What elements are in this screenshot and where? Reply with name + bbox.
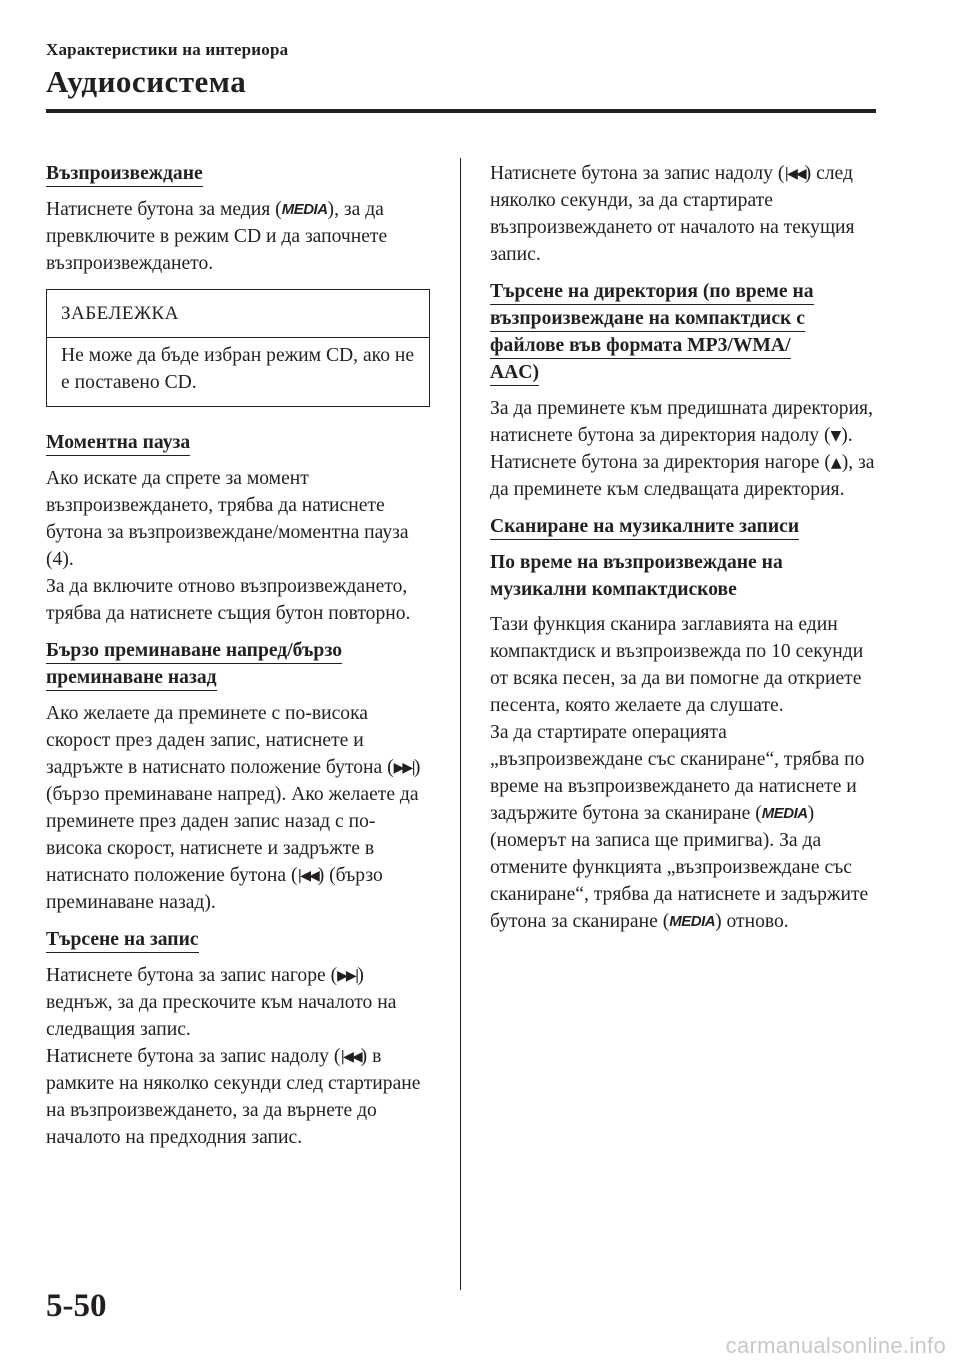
heading-fast-forward-rewind: Бързо преминаване напред/бързо преминаване назад <box>46 637 342 692</box>
media-icon: MEDIA <box>669 913 716 930</box>
heading-track-search: Търсене на запис <box>46 926 199 954</box>
paragraph-scan-1: Тази функция сканира заглавията на един компактдиск и възпроизвежда по 10 секунди от всяка песен, за да ви помогне да откриете песента, която желаете да слушате. <box>490 614 864 716</box>
paragraph-track-search-3: Натиснете бутона за запис надолу (|◀◀) след няколко секунди, за да стартирате възпроизвеждането от началото на текущия запис. <box>490 163 855 265</box>
media-icon: MEDIA <box>761 805 808 822</box>
note-title: ЗАБЕЛЕЖКА <box>47 290 429 338</box>
page-number: 5-50 <box>46 1288 107 1324</box>
paragraph-pause-2: За да включите отново възпроизвеждането, трябва да натиснете същия бутон повторно. <box>46 576 411 624</box>
skip-back-icon: |◀◀ <box>340 1049 361 1065</box>
column-divider <box>460 158 461 1290</box>
paragraph-track-search-2: Натиснете бутона за запис надолу (|◀◀) в рамките на няколко секунди след стартиране на възпроизвеждането, за да върнете до началото на предходния запис. <box>46 1046 421 1148</box>
down-arrow-icon: ▼ <box>830 428 842 444</box>
paragraph-folder-search: За да преминете към предишната директория, натиснете бутона за директория надолу (▼). Натиснете бутона за директория нагоре (▲), за да преминете към следващата директория. <box>490 398 875 500</box>
subheading-scan: По време на възпроизвеждане на музикални компактдискове <box>490 552 783 600</box>
header-rule <box>46 109 876 113</box>
page-header <box>46 40 876 100</box>
skip-forward-icon: ▶▶| <box>393 760 414 776</box>
heading-pause: Моментна пауза <box>46 429 190 457</box>
skip-forward-icon: ▶▶| <box>337 968 358 984</box>
paragraph-playback: Натиснете бутона за медия (MEDIA), за да превключите в режим CD и да започнете възпроизвеждането. <box>46 199 388 274</box>
paragraph-pause-1: Ако искате да спрете за момент възпроизвеждането, трябва да натиснете бутона за възпроизвеждане/моментна пауза (4). <box>46 468 409 570</box>
paragraph-fast-forward-rewind: Ако желаете да преминете с по-висока скорост през даден запис, натиснете и задръжте в натиснато положение бутона (▶▶|) (бързо преминаване напред). Ако желаете да преминете през даден запис назад с по-висока скорост, натиснете и задръжте в натиснато положение бутона (|◀◀) (бързо преминаване назад). <box>46 703 421 913</box>
right-column <box>490 160 875 945</box>
paragraph-scan-2: За да стартирате операцията „възпроизвеждане със сканиране“, трябва по време на възпроизвеждането да натиснете и задържите бутона за сканиране (MEDIA) (номерът на записа ще примигва). За да отмените функцията „възпроизвеждане със сканиране“, трябва да натиснете и задържите бутона за сканиране (MEDIA) отново. <box>490 722 869 932</box>
skip-back-icon: |◀◀ <box>297 868 318 884</box>
watermark: carmanualsonline.info <box>725 1333 946 1358</box>
heading-folder-search: Търсене на директория (по време на възпроизвеждане на компактдиск с файлове във формата MP3/WMA/ AAC) <box>490 278 814 387</box>
left-column <box>46 160 431 1161</box>
paragraph-track-search-1: Натиснете бутона за запис нагоре (▶▶|) веднъж, за да прескочите към началото на следващия запис. <box>46 965 397 1040</box>
note-box <box>46 289 430 407</box>
skip-back-icon: |◀◀ <box>784 166 805 182</box>
up-arrow-icon: ▲ <box>830 455 842 471</box>
heading-scan: Сканиране на музикалните записи <box>490 513 799 541</box>
note-body: Не може да бъде избран режим CD, ако не е поставено CD. <box>61 345 415 393</box>
heading-playback: Възпроизвеждане <box>46 160 203 188</box>
page-title: Аудиосистема <box>46 64 247 99</box>
media-icon: MEDIA <box>281 201 328 218</box>
section-label: Характеристики на интериора <box>46 40 289 59</box>
